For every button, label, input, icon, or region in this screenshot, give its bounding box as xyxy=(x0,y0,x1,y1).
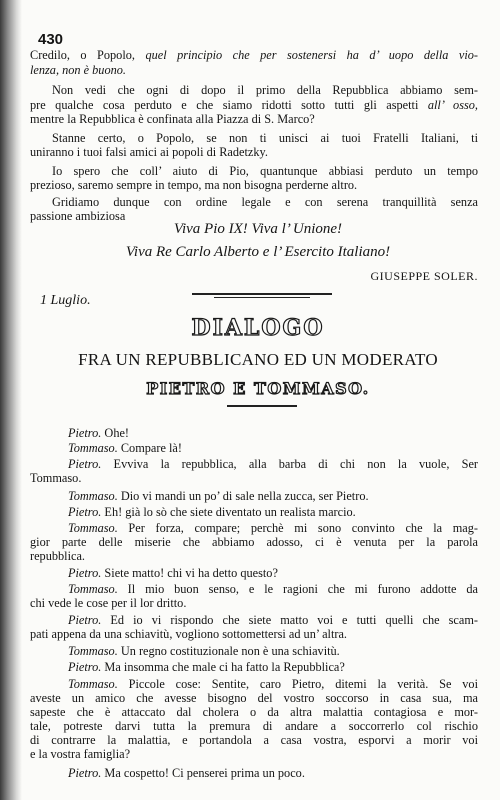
intro-text: Gridiamo dunque con ordine legale e con serena tranquillità senza xyxy=(52,195,478,209)
intro-line xyxy=(52,164,478,178)
dialogue-text: di contrarre la malattia, e portandola a casa vostra, esporvi a morir voi xyxy=(30,733,478,747)
dialogue-line xyxy=(68,566,278,580)
dialogue-line xyxy=(30,627,347,641)
dialogue-line xyxy=(68,766,305,780)
dialogue-text: pati appena da una schiavitù, vogliono sottomettersi ad un’ altra. xyxy=(30,627,348,641)
dialogue-text: tale, potreste darvi tutta la premura di andare a soccorrerlo col rischio xyxy=(30,719,478,733)
dialogue-text: sapeste che è attaccato dal cholera o da altra malattia contagiosa e mor- xyxy=(30,705,478,719)
intro-line xyxy=(30,98,478,112)
title-underline xyxy=(227,405,297,407)
dialogue-subtitle: FRA UN REPUBBLICANO ED UN MODERATO xyxy=(78,350,438,369)
dialogue-text: gior parte delle miserie che abbiamo adosso, ci è venuta per la parola xyxy=(30,535,478,549)
dialogue-line xyxy=(68,613,478,627)
speaker-name: Tommaso. xyxy=(68,441,118,455)
intro-line xyxy=(30,48,478,62)
dialogue-line xyxy=(30,733,478,747)
dialogue-text: Il mio buon senso, e le ragioni che mi furono addotte da xyxy=(117,582,478,596)
dialogue-text: Tommaso. xyxy=(30,471,82,485)
dialogue-title: DIALOGO xyxy=(191,315,325,341)
speaker-name: Pietro. xyxy=(68,505,102,519)
speaker-name: Tommaso. xyxy=(68,582,118,596)
dialogue-line xyxy=(68,441,182,455)
dialogue-line xyxy=(68,644,340,658)
dialogue-line xyxy=(30,705,478,719)
intro-text: pre qualche cosa perduto e che siamo ridotti sotto tutti gli aspetti xyxy=(30,98,428,112)
intro-line xyxy=(30,145,268,159)
speaker-name: Pietro. xyxy=(68,426,102,440)
cheer-line-2: Viva Re Carlo Alberto e l’ Esercito Italiano! xyxy=(125,244,391,260)
speaker-name: Pietro. xyxy=(68,766,102,780)
cheer-line-1: Viva Pio IX! Viva l’ Unione! xyxy=(173,221,343,237)
separator-rule-thin xyxy=(214,297,310,298)
dialogue-text: aveste un amico che avesse bisogno del vostro soccorso in casa sua, ma xyxy=(30,691,478,705)
dialogue-line xyxy=(30,691,478,705)
dialogue-characters: PIETRO E TOMMASO. xyxy=(146,379,370,398)
dialogue-text: repubblica. xyxy=(30,549,85,563)
dialogue-text: Ed io vi rispondo che siete matto voi e tutti quelli che scam- xyxy=(101,613,478,627)
intro-text: Non vedi che ogni di dopo il primo della Repubblica abbiamo sem- xyxy=(52,83,478,97)
intro-text: mentre la Repubblica è confinata alla Piazza di S. Marco? xyxy=(30,112,315,126)
dialogue-line xyxy=(68,660,345,674)
intro-emphasis: lenza, non è buono. xyxy=(30,63,126,77)
dialogue-line xyxy=(68,426,129,440)
book-page xyxy=(24,0,492,800)
dialogue-text: Evviva la repubblica, alla barba di chi non la vuole, Ser xyxy=(101,457,478,471)
intro-text: uniranno i tuoi falsi amici ai popoli di Radetzky. xyxy=(30,145,268,159)
dialogue-text: Un regno costituzionale non è una schiavitù. xyxy=(117,644,340,658)
dialogue-text: Siete matto! chi vi ha detto questo? xyxy=(101,566,278,580)
dialogue-text: Compare là! xyxy=(117,441,182,455)
speaker-name: Tommaso. xyxy=(68,521,118,535)
dialogue-line xyxy=(30,471,81,485)
intro-text: Credilo, o Popolo, xyxy=(30,48,146,62)
dialogue-line xyxy=(30,747,130,761)
dialogue-text: e la vostra famiglia? xyxy=(30,747,131,761)
speaker-name: Tommaso. xyxy=(68,489,118,503)
signature: GIUSEPPE SOLER. xyxy=(370,269,478,283)
dialogue-line xyxy=(30,719,478,733)
speaker-name: Tommaso. xyxy=(68,677,118,691)
speaker-name: Pietro. xyxy=(68,613,102,627)
entry-date: 1 Luglio. xyxy=(40,293,91,308)
intro-line xyxy=(52,131,478,145)
intro-text: Stanne certo, o Popolo, se non ti unisci ai tuoi Fratelli Italiani, ti xyxy=(52,131,478,145)
dialogue-line xyxy=(68,582,478,596)
dialogue-text: chi vede le cose per il lor dritto. xyxy=(30,596,187,610)
dialogue-line xyxy=(68,489,369,503)
dialogue-text: Ma insomma che male ci ha fatto la Repubblica? xyxy=(101,660,345,674)
intro-text: prezioso, saremo sempre in tempo, ma non bisogna perderne altro. xyxy=(30,178,358,192)
speaker-name: Pietro. xyxy=(68,660,102,674)
intro-line xyxy=(30,112,315,126)
page-number: 430 xyxy=(38,31,64,48)
intro-line xyxy=(30,178,357,192)
dialogue-line xyxy=(68,457,478,471)
dialogue-text: Piccole cose: Sentite, caro Pietro, ditemi la verità. Se voi xyxy=(117,677,478,691)
dialogue-text: Per forza, compare; perchè mi sono convinto che la mag- xyxy=(117,521,478,535)
intro-emphasis: quel principio che per sostenersi ha d’ uopo della vio- xyxy=(145,48,478,62)
dialogue-line xyxy=(68,677,478,691)
intro-line xyxy=(30,209,125,223)
dialogue-line xyxy=(30,535,478,549)
intro-text: passione ambiziosa xyxy=(30,209,126,223)
dialogue-line xyxy=(68,505,356,519)
intro-line xyxy=(52,83,478,97)
dialogue-text: Ma cospetto! Ci penserei prima un poco. xyxy=(101,766,305,780)
dialogue-text: Eh! già lo sò che siete diventato un realista marcio. xyxy=(101,505,356,519)
speaker-name: Tommaso. xyxy=(68,644,118,658)
dialogue-text: Dio vi mandi un po’ di sale nella zucca, ser Pietro. xyxy=(117,489,369,503)
book-spine-shadow xyxy=(0,0,22,800)
speaker-name: Pietro. xyxy=(68,566,102,580)
dialogue-line xyxy=(68,521,478,535)
intro-emphasis: all’ osso, xyxy=(427,98,478,112)
intro-text: Io spero che coll’ aiuto di Pio, quantunque abbiasi perduto un tempo xyxy=(52,164,478,178)
dialogue-text: Ohe! xyxy=(101,426,130,440)
intro-line xyxy=(52,195,478,209)
speaker-name: Pietro. xyxy=(68,457,102,471)
dialogue-line xyxy=(30,596,186,610)
separator-rule xyxy=(192,293,332,295)
dialogue-line xyxy=(30,549,85,563)
intro-line xyxy=(30,63,126,77)
